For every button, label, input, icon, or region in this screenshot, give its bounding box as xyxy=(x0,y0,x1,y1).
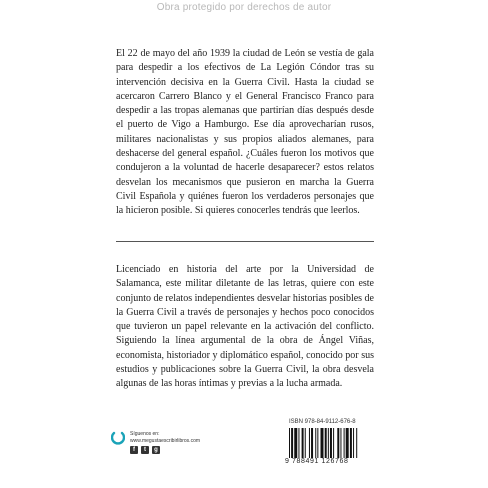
social-icons xyxy=(130,446,160,454)
publisher-follow-block xyxy=(130,431,200,445)
barcode-icon xyxy=(289,428,377,458)
synopsis-paragraph: El 22 de mayo del año 1939 la ciudad de León se vestía de gala para despedir a los efectivos de La Legión Cóndor tras su intervención decisiva en la Guerra Civil. Hasta la ciudad se acercaron Carrero Blanco y el General Francisco Franco para despedir a las tropas alemanas que partirían días después desde el puerto de Vigo a Hamburgo. Ese día aprovecharían rusos, militares nacionalistas y sus propios aliados alemanes, para deshacerse del general español. ¿Cuáles fueron los motivos que condujeron a la voluntad de hacerle desaparecer? estos relatos desvelan los mecanismos que pusieron en marcha la Guerra Civil Española y quiénes fueron los verdaderos personajes que la hicieron posible. Si quieres conocerles tendrás que leerlos. xyxy=(116,48,374,217)
publisher-logo-icon xyxy=(111,431,125,445)
author-bio-paragraph: Licenciado en historia del arte por la Universidad de Salamanca, este militar diletante de las letras, quiere con este conjunto de relatos independientes desvelar historias posibles de la Guerra Civil a través de personajes y hechos poco conocidos que tuvieron un papel relevante en la activación del conflicto. Siguiendo la línea argumental de la obra de Ángel Viñas, economista, historiador y diplomático español, conocido por sus estudios y publicaciones sobre la Guerra Civil, la obra desvela algunas de las horas íntimas y previas a la lucha armada. xyxy=(116,264,374,390)
watermark-top: Obra protegido por derechos de autor xyxy=(156,2,332,13)
section-divider xyxy=(116,241,374,242)
follow-label: Síguenos en: xyxy=(130,431,160,437)
barcode-number: 9 788491 126768 xyxy=(285,458,349,465)
facebook-icon[interactable]: f xyxy=(130,446,138,454)
twitter-icon[interactable]: t xyxy=(141,446,149,454)
google-plus-icon[interactable]: g xyxy=(152,446,160,454)
publisher-website-link[interactable]: www.megustaescribirlibros.com xyxy=(130,438,201,444)
isbn-label: ISBN 978-84-9112-676-8 xyxy=(289,419,356,425)
